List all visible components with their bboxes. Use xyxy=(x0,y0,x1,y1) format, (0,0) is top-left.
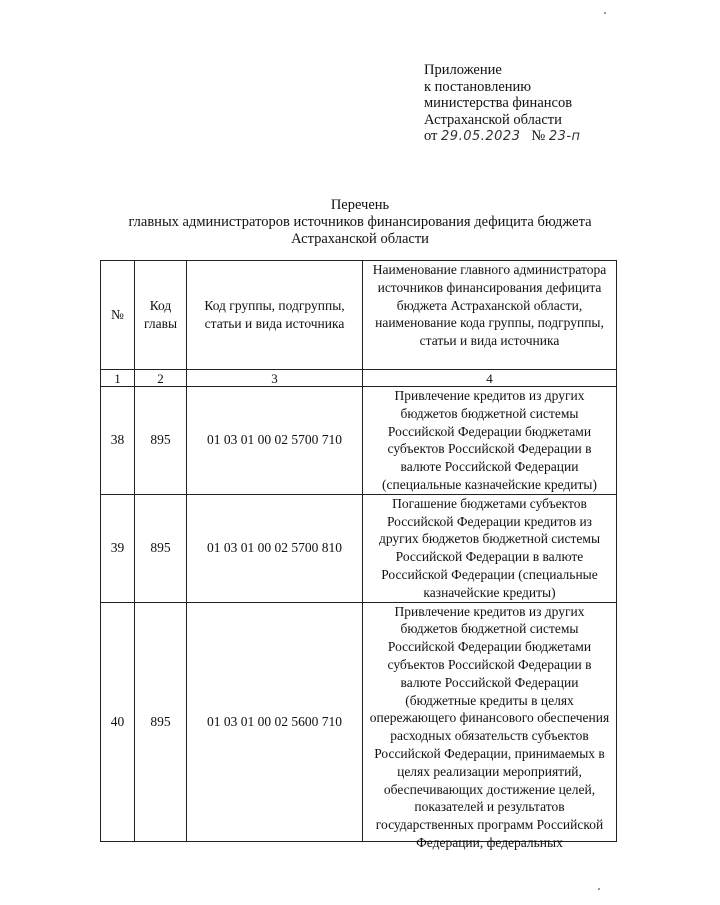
appendix-ministry: министерства финансов xyxy=(424,95,573,111)
row-name-cell xyxy=(363,602,617,850)
row-source-code: 01 03 01 00 02 5700 810 xyxy=(187,494,363,602)
column-number-row xyxy=(101,370,617,387)
scan-speck xyxy=(604,12,606,14)
table-row xyxy=(101,494,617,602)
header-name: Наименование главного администратора источников финансирования дефицита бюджета Астраханской области, наименование кода группы, подгруппы, статьи и вида источника xyxy=(363,261,617,370)
appendix-block xyxy=(424,62,581,146)
appendix-from: от xyxy=(424,128,438,144)
appendix-region: Астраханской области xyxy=(424,111,562,128)
row-chapter-code: 895 xyxy=(135,494,187,602)
appendix-number: 23-п xyxy=(548,129,581,144)
document-title xyxy=(0,197,720,248)
row-source-code: 01 03 01 00 02 5600 710 xyxy=(187,602,363,841)
table-row xyxy=(101,602,617,841)
header-number: № xyxy=(101,261,135,370)
appendix-resolution: к постановлению xyxy=(424,78,532,95)
column-number: 3 xyxy=(187,370,363,387)
appendix-date-line xyxy=(424,128,581,146)
header-chapter-code: Код главы xyxy=(135,261,187,370)
header-group-code: Код группы, подгруппы, статьи и вида источника xyxy=(187,261,363,370)
row-source-code: 01 03 01 00 02 5700 710 xyxy=(187,387,363,495)
row-number: 39 xyxy=(101,494,135,602)
row-chapter-code: 895 xyxy=(135,387,187,495)
appendix-date: 29.05.2023 xyxy=(441,129,521,144)
title-line-1: Перечень xyxy=(330,197,390,213)
appendix-number-sign: № xyxy=(531,128,546,144)
title-line-2: главных администраторов источников финансирования дефицита бюджета xyxy=(128,214,592,230)
row-chapter-code: 895 xyxy=(135,602,187,841)
administrators-table xyxy=(100,260,617,850)
row-name: Привлечение кредитов из других бюджетов бюджетной системы Российской Федерации бюджетами субъектов Российской Федерации в валюте Российской Федерации (специальные казначейские кредиты) xyxy=(363,387,617,495)
row-number: 38 xyxy=(101,387,135,495)
column-number: 4 xyxy=(363,370,617,387)
row-name: Погашение бюджетами субъектов Российской Федерации кредитов из других бюджетов бюджетной системы Российской Федерации в валюте Российской Федерации (специальные казначейские кредиты) xyxy=(363,494,617,602)
table-row xyxy=(101,387,617,495)
title-line-3: Астраханской области xyxy=(291,231,429,247)
column-number: 2 xyxy=(135,370,187,387)
row-number: 40 xyxy=(101,602,135,841)
appendix-title: Приложение xyxy=(424,62,502,78)
table-header-row xyxy=(101,261,617,370)
column-number: 1 xyxy=(101,370,135,387)
row-name: Привлечение кредитов из других бюджетов бюджетной системы Российской Федерации бюджетами субъектов Российской Федерации в валюте Российской Федерации (бюджетные кредиты в целях опережающего финансового обеспечения расходных обязательств субъектов Российской Федерации, принимаемых в целях реализации мероприятий, обеспечивающих достижение целей, показателей и результатов государственных программ Российской Федерации, федеральных xyxy=(369,603,610,850)
scan-speck xyxy=(598,888,600,890)
